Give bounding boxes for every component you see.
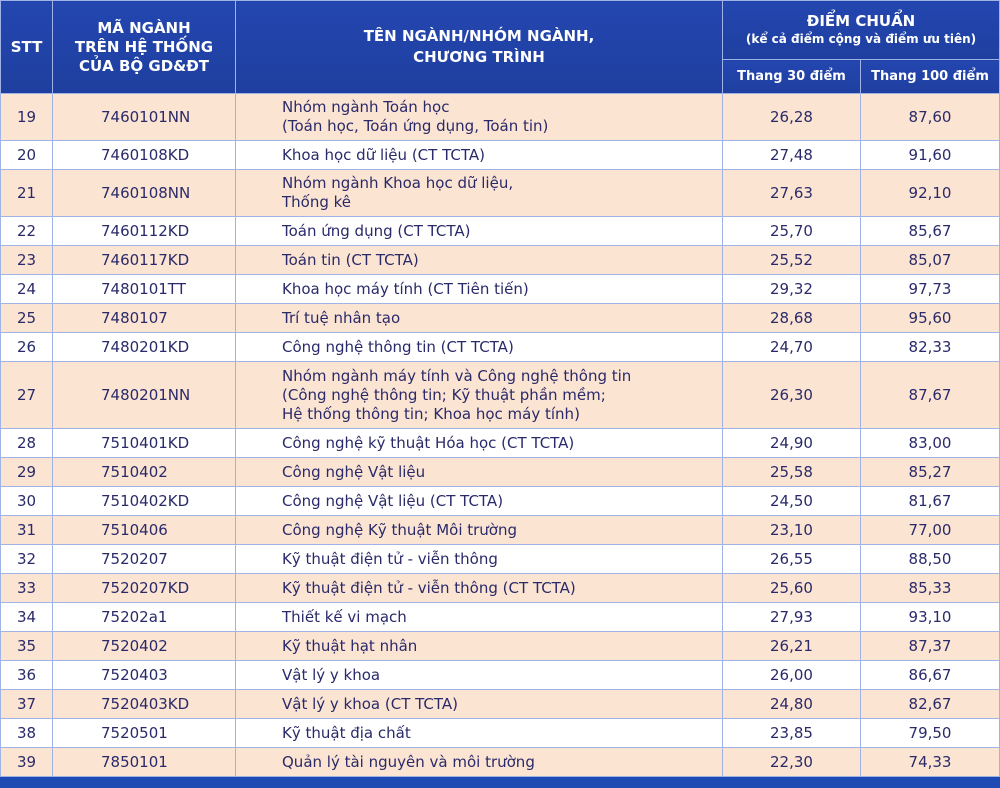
program-name-line: Nhóm ngành Khoa học dữ liệu, xyxy=(282,174,514,192)
row-program-name xyxy=(236,362,723,429)
table-row xyxy=(1,170,1000,217)
row-score-100: 82,67 xyxy=(861,690,1000,719)
row-score-30: 23,85 xyxy=(723,719,861,748)
row-code: 7520403KD xyxy=(53,690,236,719)
row-code: 7480101TT xyxy=(53,275,236,304)
header-stt: STT xyxy=(1,1,53,94)
row-score-100: 81,67 xyxy=(861,487,1000,516)
program-name-line: Vật lý y khoa xyxy=(282,666,381,684)
program-name-line: Công nghệ kỹ thuật Hóa học (CT TCTA) xyxy=(282,434,575,452)
program-name-line: Công nghệ Vật liệu (CT TCTA) xyxy=(282,492,504,510)
row-code: 7510402KD xyxy=(53,487,236,516)
table-row xyxy=(1,661,1000,690)
row-stt: 23 xyxy=(1,246,53,275)
header-score xyxy=(723,1,1000,60)
program-name-line: Khoa học máy tính (CT Tiên tiến) xyxy=(282,280,529,298)
program-name-line: Công nghệ Kỹ thuật Môi trường xyxy=(282,521,518,539)
row-code: 7520501 xyxy=(53,719,236,748)
row-score-100: 87,67 xyxy=(861,362,1000,429)
table-header xyxy=(1,1,1000,94)
row-program-name xyxy=(236,719,723,748)
table-row xyxy=(1,304,1000,333)
row-program-name xyxy=(236,429,723,458)
row-score-100: 91,60 xyxy=(861,141,1000,170)
header-code-line: TRÊN HỆ THỐNG xyxy=(74,37,214,56)
row-score-30: 24,80 xyxy=(723,690,861,719)
table-row xyxy=(1,217,1000,246)
row-stt: 25 xyxy=(1,304,53,333)
program-name-line: Khoa học dữ liệu (CT TCTA) xyxy=(282,146,485,164)
program-name-line: (Toán học, Toán ứng dụng, Toán tin) xyxy=(282,117,549,135)
row-code: 7520207KD xyxy=(53,574,236,603)
row-code: 7460108KD xyxy=(53,141,236,170)
row-code: 7520207 xyxy=(53,545,236,574)
table-row xyxy=(1,333,1000,362)
row-score-100: 83,00 xyxy=(861,429,1000,458)
program-name-line: Công nghệ thông tin (CT TCTA) xyxy=(282,338,514,356)
row-code: 7460108NN xyxy=(53,170,236,217)
row-score-100: 87,37 xyxy=(861,632,1000,661)
row-stt: 20 xyxy=(1,141,53,170)
program-name-line: Nhóm ngành Toán học xyxy=(282,98,450,116)
program-name-line: Vật lý y khoa (CT TCTA) xyxy=(282,695,459,713)
row-stt: 39 xyxy=(1,748,53,777)
row-code: 7480107 xyxy=(53,304,236,333)
row-code: 7520403 xyxy=(53,661,236,690)
row-program-name xyxy=(236,458,723,487)
row-program-name xyxy=(236,545,723,574)
row-stt: 33 xyxy=(1,574,53,603)
row-code: 75202a1 xyxy=(53,603,236,632)
table-row xyxy=(1,632,1000,661)
row-stt: 30 xyxy=(1,487,53,516)
row-stt: 34 xyxy=(1,603,53,632)
row-stt: 29 xyxy=(1,458,53,487)
row-score-30: 24,70 xyxy=(723,333,861,362)
row-score-30: 27,63 xyxy=(723,170,861,217)
row-score-100: 79,50 xyxy=(861,719,1000,748)
program-name-line: Công nghệ Vật liệu xyxy=(282,463,426,481)
program-name-line: Nhóm ngành máy tính và Công nghệ thông tin xyxy=(282,366,632,385)
row-stt: 21 xyxy=(1,170,53,217)
row-score-30: 22,30 xyxy=(723,748,861,777)
row-stt: 19 xyxy=(1,94,53,141)
program-name-line: Kỹ thuật điện tử - viễn thông xyxy=(282,550,498,568)
row-score-30: 29,32 xyxy=(723,275,861,304)
row-score-30: 27,93 xyxy=(723,603,861,632)
row-stt: 32 xyxy=(1,545,53,574)
row-stt: 38 xyxy=(1,719,53,748)
table-row xyxy=(1,429,1000,458)
row-score-100: 86,67 xyxy=(861,661,1000,690)
row-score-30: 25,70 xyxy=(723,217,861,246)
table-row xyxy=(1,141,1000,170)
row-score-100: 85,67 xyxy=(861,217,1000,246)
row-score-30: 26,00 xyxy=(723,661,861,690)
row-program-name xyxy=(236,141,723,170)
row-program-name xyxy=(236,516,723,545)
row-score-100: 77,00 xyxy=(861,516,1000,545)
row-program-name xyxy=(236,304,723,333)
row-program-name xyxy=(236,94,723,141)
row-stt: 28 xyxy=(1,429,53,458)
row-score-30: 25,60 xyxy=(723,574,861,603)
row-stt: 37 xyxy=(1,690,53,719)
program-name-line: Kỹ thuật hạt nhân xyxy=(282,637,418,655)
row-program-name xyxy=(236,748,723,777)
row-program-name xyxy=(236,487,723,516)
program-name-line: Kỹ thuật địa chất xyxy=(282,724,411,742)
row-score-30: 23,10 xyxy=(723,516,861,545)
table-row xyxy=(1,275,1000,304)
row-code: 7460101NN xyxy=(53,94,236,141)
row-stt: 36 xyxy=(1,661,53,690)
program-name-line: Thiết kế vi mạch xyxy=(282,608,407,626)
program-name-line: Kỹ thuật điện tử - viễn thông (CT TCTA) xyxy=(282,579,576,597)
header-score-subtitle: (kể cả điểm cộng và điểm ưu tiên) xyxy=(745,32,977,46)
header-name-line: TÊN NGÀNH/NHÓM NGÀNH, xyxy=(363,27,595,45)
row-program-name xyxy=(236,246,723,275)
table-row xyxy=(1,690,1000,719)
row-program-name xyxy=(236,170,723,217)
row-stt: 22 xyxy=(1,217,53,246)
row-score-100: 95,60 xyxy=(861,304,1000,333)
header-score-title: ĐIỂM CHUẨN xyxy=(806,12,916,30)
row-score-30: 26,28 xyxy=(723,94,861,141)
program-name-line: Quản lý tài nguyên và môi trường xyxy=(282,753,535,771)
row-score-30: 25,52 xyxy=(723,246,861,275)
table-row xyxy=(1,516,1000,545)
header-code-line: CỦA BỘ GD&ĐT xyxy=(78,56,210,75)
table-row xyxy=(1,748,1000,777)
row-score-30: 24,50 xyxy=(723,487,861,516)
program-name-line: Toán tin (CT TCTA) xyxy=(282,251,419,269)
row-score-30: 25,58 xyxy=(723,458,861,487)
row-stt: 27 xyxy=(1,362,53,429)
row-stt: 31 xyxy=(1,516,53,545)
row-code: 7510401KD xyxy=(53,429,236,458)
row-program-name xyxy=(236,574,723,603)
row-stt: 24 xyxy=(1,275,53,304)
row-program-name xyxy=(236,333,723,362)
row-score-100: 87,60 xyxy=(861,94,1000,141)
row-stt: 26 xyxy=(1,333,53,362)
header-code-line: MÃ NGÀNH xyxy=(97,18,191,37)
table-row xyxy=(1,487,1000,516)
row-score-30: 26,55 xyxy=(723,545,861,574)
table-row xyxy=(1,94,1000,141)
program-name-line: (Công nghệ thông tin; Kỹ thuật phần mềm; xyxy=(282,385,606,404)
table-row xyxy=(1,603,1000,632)
row-code: 7510406 xyxy=(53,516,236,545)
row-score-100: 82,33 xyxy=(861,333,1000,362)
row-program-name xyxy=(236,275,723,304)
program-name-line: Trí tuệ nhân tạo xyxy=(282,309,401,327)
row-code: 7480201NN xyxy=(53,362,236,429)
row-score-100: 93,10 xyxy=(861,603,1000,632)
table-row xyxy=(1,458,1000,487)
row-program-name xyxy=(236,690,723,719)
row-program-name xyxy=(236,603,723,632)
table-row xyxy=(1,362,1000,429)
row-score-30: 26,21 xyxy=(723,632,861,661)
table-body xyxy=(1,94,1000,777)
program-name-line: Hệ thống thông tin; Khoa học máy tính) xyxy=(282,404,580,423)
row-program-name xyxy=(236,661,723,690)
row-code: 7480201KD xyxy=(53,333,236,362)
row-program-name xyxy=(236,632,723,661)
row-score-30: 26,30 xyxy=(723,362,861,429)
row-code: 7520402 xyxy=(53,632,236,661)
row-program-name xyxy=(236,217,723,246)
row-score-100: 97,73 xyxy=(861,275,1000,304)
table-row xyxy=(1,574,1000,603)
header-scale-30: Thang 30 điểm xyxy=(723,60,861,94)
header-code xyxy=(53,1,236,94)
program-name-line: Toán ứng dụng (CT TCTA) xyxy=(282,222,471,240)
row-score-100: 92,10 xyxy=(861,170,1000,217)
header-program-name xyxy=(236,1,723,94)
row-code: 7850101 xyxy=(53,748,236,777)
row-score-30: 27,48 xyxy=(723,141,861,170)
row-score-100: 74,33 xyxy=(861,748,1000,777)
row-code: 7460112KD xyxy=(53,217,236,246)
row-score-100: 85,27 xyxy=(861,458,1000,487)
row-score-30: 24,90 xyxy=(723,429,861,458)
row-score-30: 28,68 xyxy=(723,304,861,333)
header-name-line: CHƯƠNG TRÌNH xyxy=(413,48,545,66)
row-score-100: 85,07 xyxy=(861,246,1000,275)
table-row xyxy=(1,545,1000,574)
row-score-100: 85,33 xyxy=(861,574,1000,603)
row-code: 7460117KD xyxy=(53,246,236,275)
header-scale-100: Thang 100 điểm xyxy=(861,60,1000,94)
table-row xyxy=(1,246,1000,275)
table-row xyxy=(1,719,1000,748)
row-code: 7510402 xyxy=(53,458,236,487)
row-stt: 35 xyxy=(1,632,53,661)
row-score-100: 88,50 xyxy=(861,545,1000,574)
program-name-line: Thống kê xyxy=(282,193,352,211)
